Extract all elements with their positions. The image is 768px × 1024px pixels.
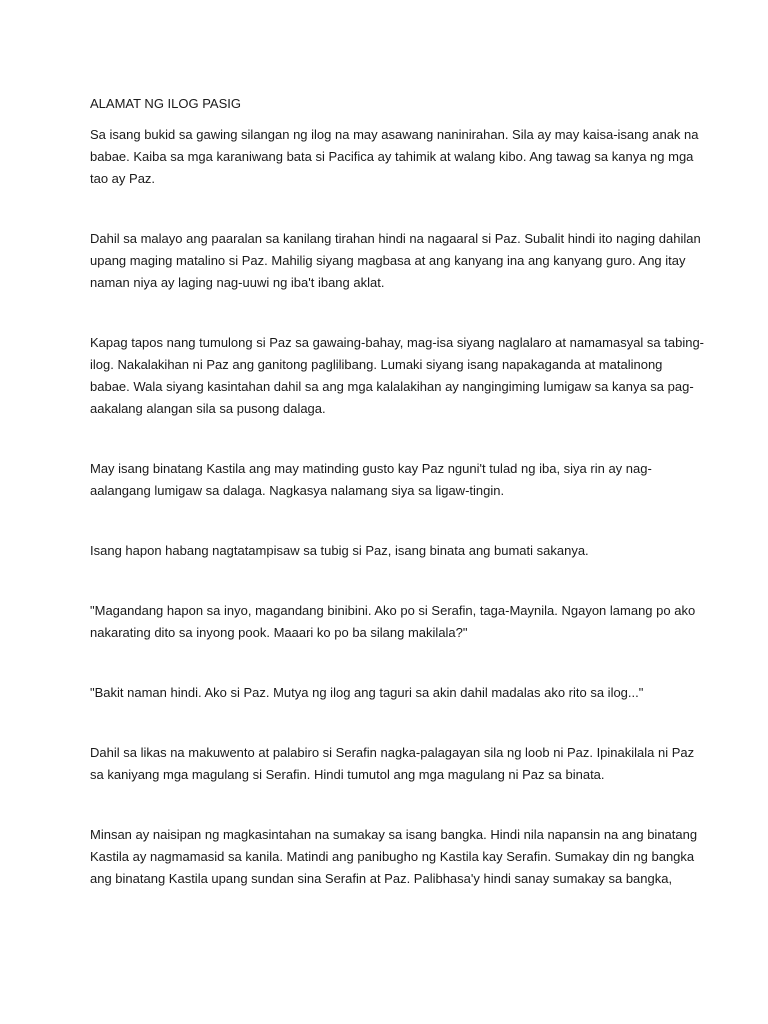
paragraph-8 xyxy=(90,742,695,786)
paragraph-line: Minsan ay naisipan ng magkasintahan na sumakay sa isang bangka. Hindi nila napansin na ang binatang xyxy=(90,827,698,842)
paragraph-line: "Magandang hapon sa inyo, magandang binibini. Ako po si Serafin, taga-Maynila. Ngayon lamang po ako xyxy=(90,603,696,618)
paragraph-2 xyxy=(90,228,701,294)
paragraph-line: babae. Kaiba sa mga karaniwang bata si Pacifica ay tahimik at walang kibo. Ang tawag sa kanya ng mga xyxy=(90,149,694,164)
paragraph-line: aalangang lumigaw sa dalaga. Nagkasya nalamang siya sa ligaw-tingin. xyxy=(90,483,505,498)
paragraph-line: nakarating dito sa inyong pook. Maaari ko po ba silang makilala?" xyxy=(90,625,468,640)
paragraph-1 xyxy=(90,124,699,190)
paragraph-9 xyxy=(90,824,698,890)
paragraph-line: Kastila ay nagmamasid sa kanila. Matindi ang panibugho ng Kastila kay Serafin. Sumakay din ng bangka xyxy=(90,849,695,864)
document-body xyxy=(90,93,705,890)
paragraph-line: naman niya ay laging nag-uuwi ng iba't ibang aklat. xyxy=(90,275,385,290)
paragraph-line: ang binatang Kastila upang sundan sina Serafin at Paz. Palibhasa'y hindi sanay sumakay sa bangka, xyxy=(90,871,673,886)
paragraph-line: Isang hapon habang nagtatampisaw sa tubig si Paz, isang binata ang bumati sakanya. xyxy=(90,543,589,558)
document-title: ALAMAT NG ILOG PASIG xyxy=(90,96,241,111)
paragraph-5 xyxy=(90,540,690,562)
paragraph-line: Dahil sa likas na makuwento at palabiro si Serafin nagka-palagayan sila ng loob ni Paz. Ipinakilala ni Paz xyxy=(90,745,695,760)
paragraph-line: Kapag tapos nang tumulong si Paz sa gawaing-bahay, mag-isa siyang naglalaro at namamasyal sa tabing- xyxy=(90,335,705,350)
paragraph-line: ilog. Nakalakihan ni Paz ang ganitong paglilibang. Lumaki siyang isang napakaganda at matalinong xyxy=(90,357,663,372)
paragraph-3 xyxy=(90,332,705,420)
paragraph-line: May isang binatang Kastila ang may matinding gusto kay Paz nguni't tulad ng iba, siya rin ay nag- xyxy=(90,461,652,476)
paragraph-line: Dahil sa malayo ang paaralan sa kanilang tirahan hindi na nagaaral si Paz. Subalit hindi ito naging dahilan xyxy=(90,231,701,246)
paragraph-line: "Bakit naman hindi. Ako si Paz. Mutya ng ilog ang taguri sa akin dahil madalas ako rito sa ilog..." xyxy=(90,685,644,700)
paragraph-line: aakalang alangan sila sa pusong dalaga. xyxy=(90,401,326,416)
paragraph-7 xyxy=(90,682,690,704)
paragraph-4 xyxy=(90,458,690,502)
paragraph-6 xyxy=(90,600,696,644)
paragraph-line: tao ay Paz. xyxy=(90,171,156,186)
paragraph-line: babae. Wala siyang kasintahan dahil sa ang mga kalalakihan ay nangingiming lumigaw sa kanya sa pag- xyxy=(90,379,694,394)
paragraph-line: Sa isang bukid sa gawing silangan ng ilog na may asawang naninirahan. Sila ay may kaisa-isang anak na xyxy=(90,127,699,142)
paragraph-line: sa kaniyang mga magulang si Serafin. Hindi tumutol ang mga magulang ni Paz sa binata. xyxy=(90,767,605,782)
paragraph-line: upang maging matalino si Paz. Mahilig siyang magbasa at ang kanyang ina ang kanyang guro. Ang itay xyxy=(90,253,686,268)
